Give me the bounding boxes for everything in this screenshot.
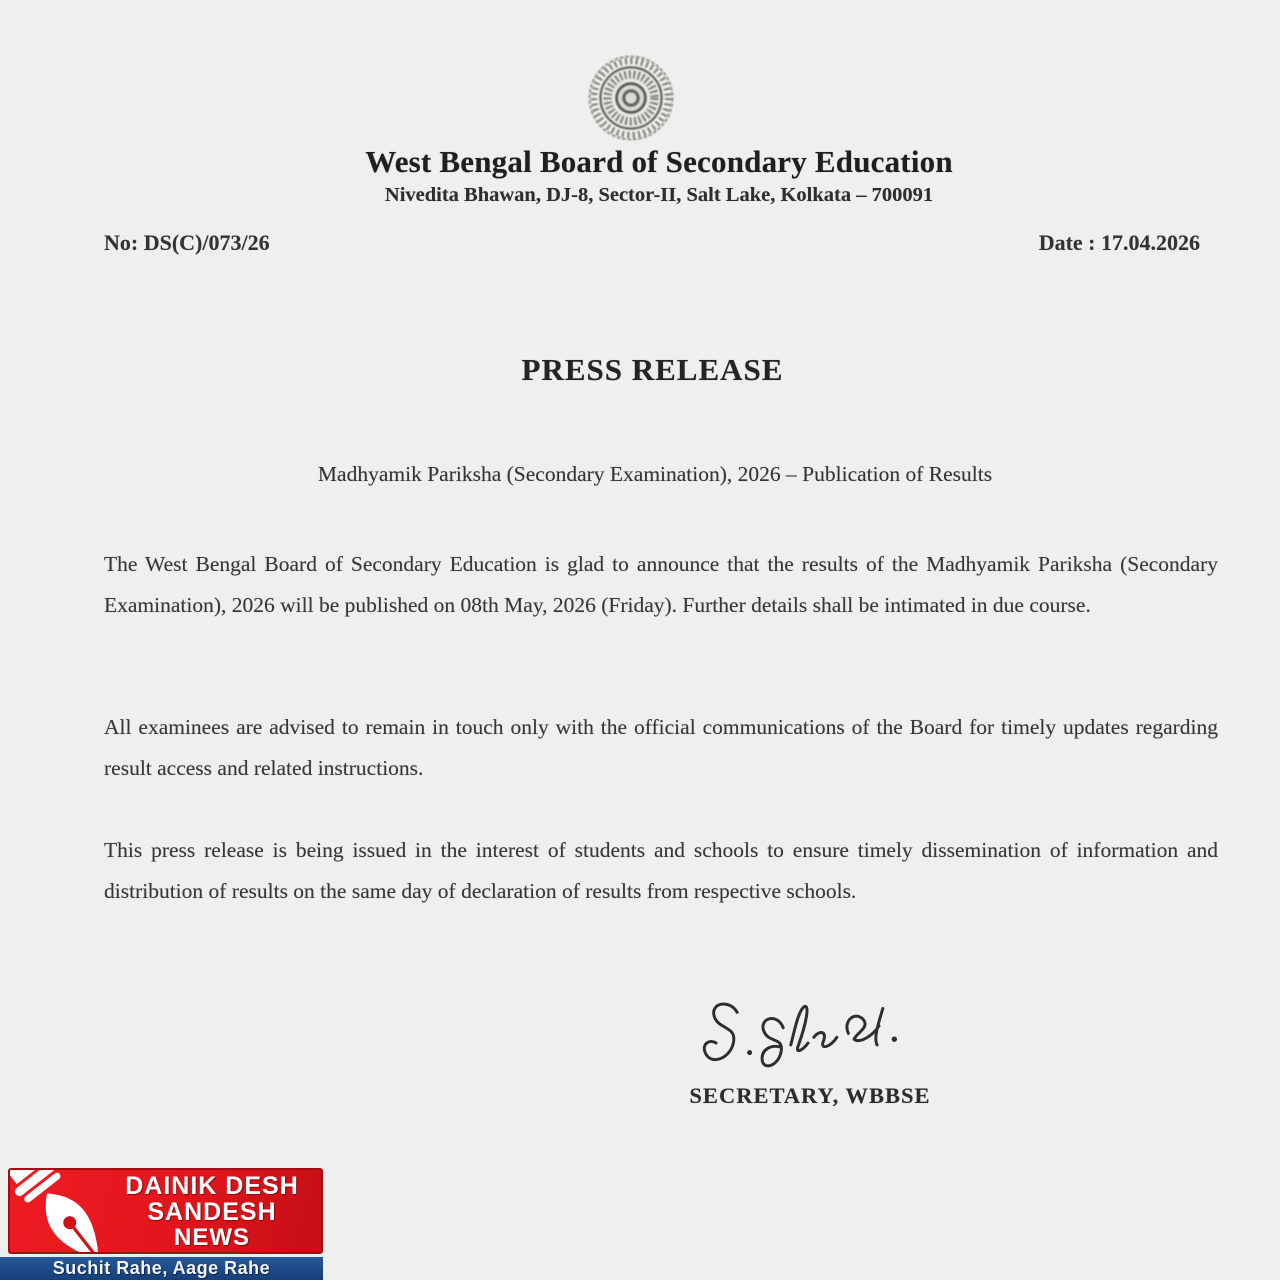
subject-line: Madhyamik Pariksha (Secondary Examination), 2026 – Publication of Results	[317, 462, 993, 486]
paragraph-purpose: This press release is being issued in the interest of students and schools to ensure timely dissemination of information and distribution of results on the same day of declaration of results from respective schools.	[104, 838, 1218, 903]
wbbse-seal-icon	[586, 52, 676, 144]
paragraph-advisory: All examinees are advised to remain in touch only with the official communications of the Board for timely updates regarding result access and related instructions.	[104, 715, 1218, 780]
pen-nib-icon	[8, 1168, 118, 1254]
signatory-designation: SECRETARY, WBBSE	[689, 1083, 931, 1108]
press-release-title: PRESS RELEASE	[521, 352, 784, 387]
reference-number: No: DS(C)/073/26	[104, 230, 270, 255]
date-label: Date : 17.04.2026	[1038, 230, 1200, 255]
paragraph-announcement: The West Bengal Board of Secondary Education is glad to announce that the results of the Madhyamik Pariksha (Secondary Examination), 2026 will be published on 08th May, 2026 (Friday). Further details shall be intimated in due course.	[104, 552, 1218, 617]
tagline-text: Suchit Rahe, Aage Rahe	[52, 1258, 271, 1278]
news-channel-logo	[8, 1168, 323, 1254]
org-address: Nivedita Bhawan, DJ-8, Sector-II, Salt Lake, Kolkata – 700091	[384, 184, 934, 206]
news-name-line3: NEWS	[174, 1224, 250, 1251]
news-name-line1: DAINIK DESH	[125, 1172, 299, 1200]
org-name: West Bengal Board of Secondary Education	[365, 144, 953, 179]
news-channel-name	[106, 1172, 318, 1252]
reference-row	[104, 230, 1200, 256]
news-name-line2: SANDESH	[147, 1198, 277, 1226]
news-channel-tagline	[0, 1255, 323, 1280]
signature-scribble-icon	[695, 990, 925, 1074]
